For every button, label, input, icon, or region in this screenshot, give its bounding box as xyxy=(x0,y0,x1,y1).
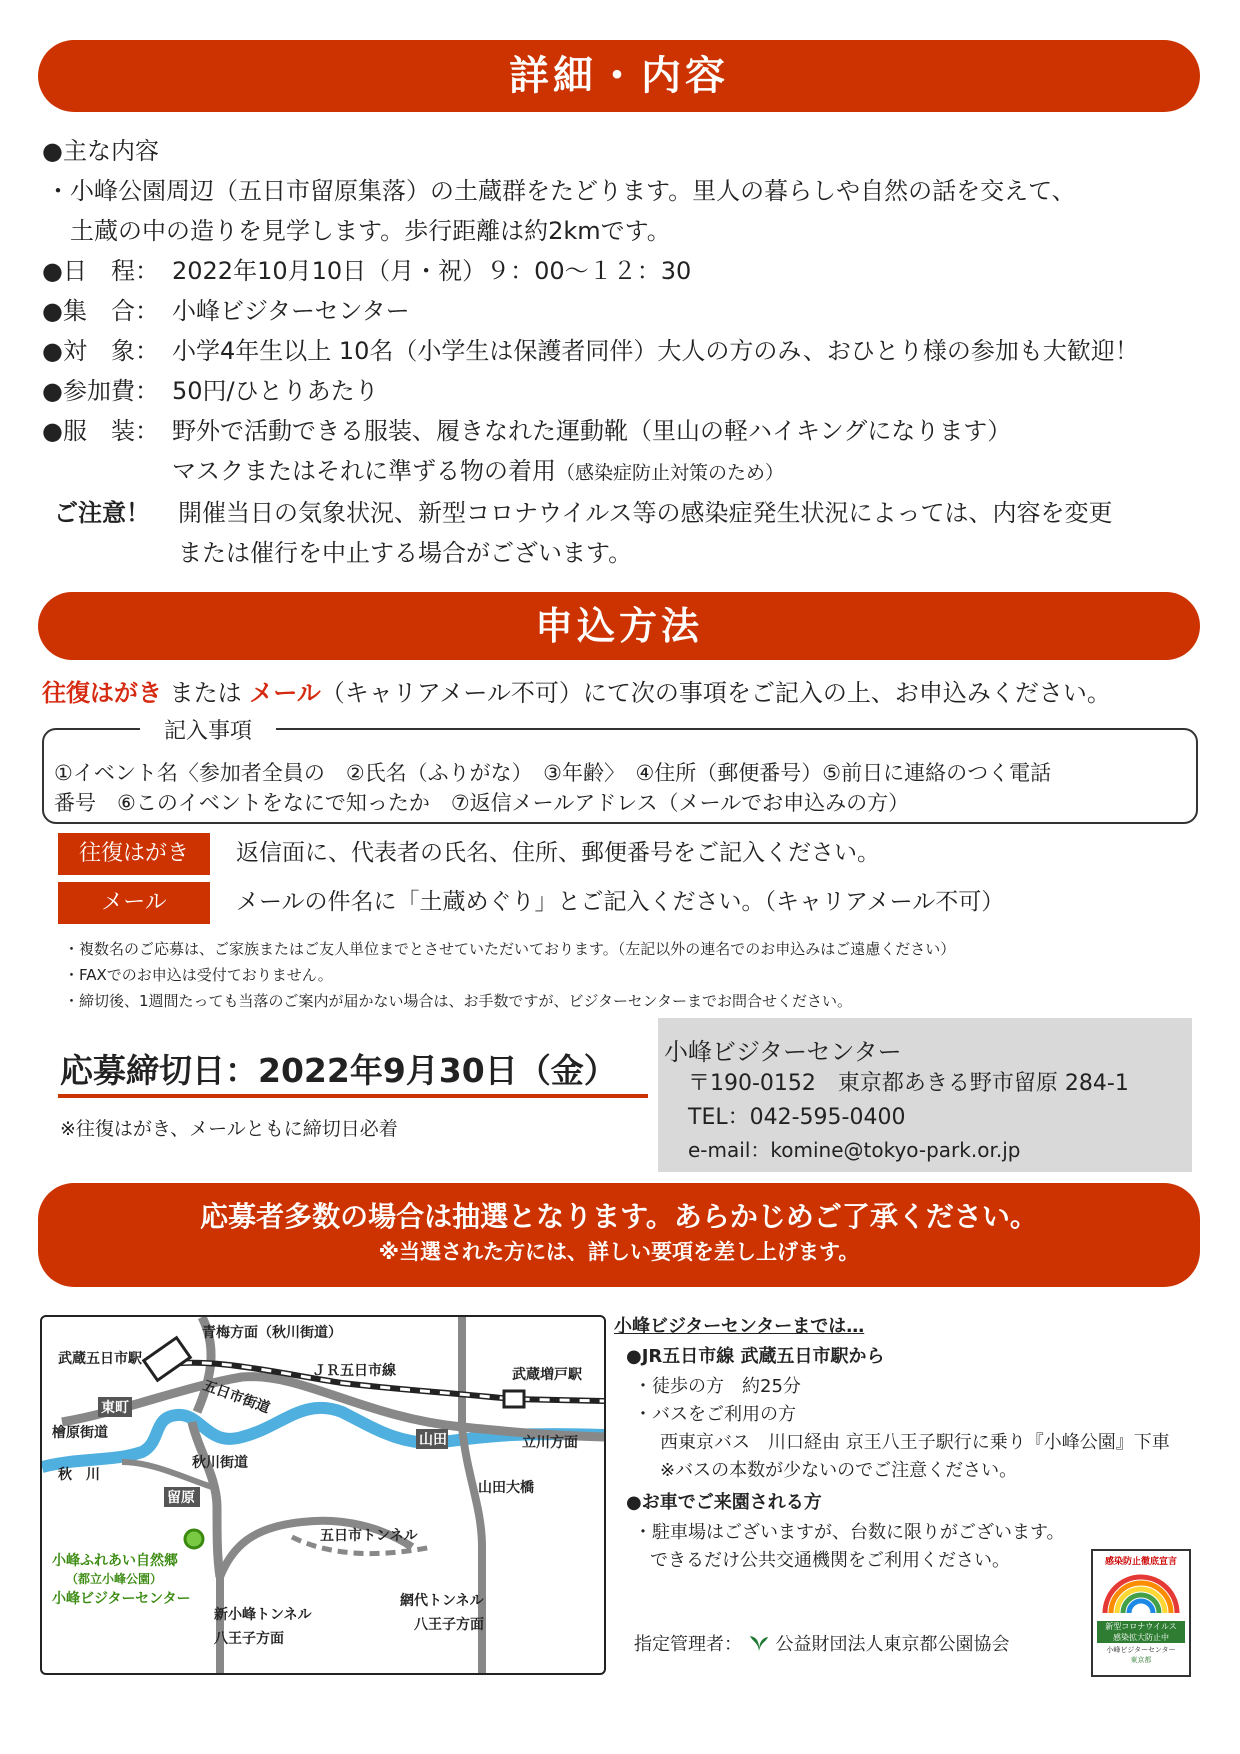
contact-box xyxy=(658,1018,1192,1172)
attire-label: ●服 装： xyxy=(42,417,159,445)
map-higashimachi: 東町 xyxy=(101,1400,129,1416)
lottery-banner xyxy=(38,1183,1200,1287)
fee-value: 50円/ひとりあたり xyxy=(172,377,379,405)
details-banner: 詳細・内容 xyxy=(38,40,1200,112)
note-2: ・FAXでのお申込は受付ておりません。 xyxy=(64,966,333,984)
mail-text: メールの件名に「土蔵めぐり」とご記入ください。（キャリアメール不可） xyxy=(236,889,1005,915)
apply-intro xyxy=(42,678,1111,708)
badge-line4: 東京都 xyxy=(1130,1656,1152,1664)
access-car-heading: ●お車でご来園される方 xyxy=(626,1492,822,1513)
schedule-row xyxy=(42,256,691,286)
attire-value2-small: （感染症防止対策のため） xyxy=(556,462,785,484)
entry-items-line1: ①イベント名〈参加者全員の ②氏名（ふりがな） ③年齢〉 ④住所（郵便番号）⑤前日に連絡のつく電話 xyxy=(54,761,1052,785)
contact-address: 〒190-0152 東京都あきる野市留原 284-1 xyxy=(688,1071,1129,1096)
manager-label: 指定管理者： xyxy=(634,1634,742,1655)
target-row xyxy=(42,336,1139,366)
map-tomehara: 留原 xyxy=(167,1490,195,1506)
mail-tag: メール xyxy=(58,882,210,924)
komine-marker xyxy=(185,1530,203,1548)
badge-title: 感染防止徹底宣言 xyxy=(1104,1557,1177,1567)
postcard-tag: 往復はがき xyxy=(58,833,210,875)
map-akigawa: 秋 川 xyxy=(58,1467,100,1483)
caution-line2: または催行を中止する場合がございます。 xyxy=(178,539,633,567)
map-yamada-ohashi: 山田大橋 xyxy=(478,1480,534,1496)
map-hinokihara: 檜原街道 xyxy=(52,1425,108,1441)
contact-email[interactable]: e-mail：komine@tokyo-park.or.jp xyxy=(688,1138,1021,1162)
deadline-underline xyxy=(58,1094,648,1098)
contact-name: 小峰ビジターセンター xyxy=(664,1038,902,1066)
map-jr-line: ＪＲ五日市線 xyxy=(312,1363,396,1379)
target-value: 小学4年生以上 10名（小学生は保護者同伴）大人の方のみ、おひとり様の参加も大歓迎！ xyxy=(172,337,1139,365)
main-content-line1: ・小峰公園周辺（五日市留原集落）の土蔵群をたどります。里人の暮らしや自然の話を交えて、 xyxy=(46,177,1076,205)
map-komine1: 小峰ふれあい自然郷 xyxy=(52,1553,178,1569)
map-graphic xyxy=(42,1317,604,1673)
apply-banner: 申込方法 xyxy=(38,592,1200,660)
access-bus-note: ※バスの本数が少ないのでご注意ください。 xyxy=(660,1460,1018,1481)
badge-lines xyxy=(1097,1621,1185,1643)
intro-or: または xyxy=(162,679,250,707)
map-shin-komine: 新小峰トンネル xyxy=(214,1607,312,1623)
schedule-value: 2022年10月10日（月・祝）９：00～１２：30 xyxy=(172,257,692,285)
access-title: 小峰ビジターセンターまでは… xyxy=(614,1316,865,1337)
attire-value2: マスクまたはそれに準ずる物の着用 xyxy=(172,457,556,485)
map-itsukaichi-tunnel: 五日市トンネル xyxy=(320,1528,418,1544)
lottery-line1: 応募者多数の場合は抽選となります。あらかじめご了承ください。 xyxy=(200,1200,1038,1233)
note-3: ・締切後、1週間たっても当落のご案内が届かない場合は、お手数ですが、ビジターセンターまでお問合せください。 xyxy=(64,992,853,1010)
entry-items-title: 記入事項 xyxy=(140,714,276,745)
station-itsukaichi xyxy=(144,1338,191,1381)
caution-label: ご注意！ xyxy=(54,499,150,527)
intro-mail: メール xyxy=(249,679,321,707)
caution-line1: 開催当日の気象状況、新型コロナウイルス等の感染症発生状況によっては、内容を変更 xyxy=(178,499,1113,527)
map-komine3: 小峰ビジターセンター xyxy=(52,1591,191,1607)
entry-items-line2: 番号 ⑥このイベントをなにで知ったか ⑦返信メールアドレス（メールでお申込みの方） xyxy=(54,791,910,815)
attire-row2 xyxy=(172,456,784,488)
manager xyxy=(634,1630,1009,1656)
entry-items-box xyxy=(42,719,1198,824)
map-akigawa-kaido: 秋川街道 xyxy=(192,1455,248,1471)
meeting-value: 小峰ビジターセンター xyxy=(172,297,410,325)
fee-row xyxy=(42,376,379,406)
access-parking1: ・駐車場はございますが、台数に限りがございます。 xyxy=(634,1522,1065,1543)
intro-postcard: 往復はがき xyxy=(42,679,162,707)
badge-line2: 感染拡大防止中 xyxy=(1113,1633,1169,1642)
badge-line1: 新型コロナウイルス xyxy=(1105,1622,1177,1631)
note-1: ・複数名のご応募は、ご家族またはご友人単位までとさせていただいております。（左記以外の連名でのお申込みはご遠慮ください） xyxy=(64,940,956,958)
access-bus: ・バスをご利用の方 xyxy=(634,1404,796,1425)
postcard-text: 返信面に、代表者の氏名、住所、郵便番号をご記入ください。 xyxy=(236,840,880,866)
covid-badge xyxy=(1091,1549,1191,1677)
access-walk: ・徒歩の方 約25分 xyxy=(634,1376,801,1397)
map-itsukaichi-kaido: 五日市街道 xyxy=(200,1377,272,1417)
attire-row xyxy=(42,416,1011,446)
schedule-label: ●日 程： xyxy=(42,257,159,285)
access-parking2: できるだけ公共交通機関をご利用ください。 xyxy=(650,1550,1010,1571)
main-content-heading: ●主な内容 xyxy=(42,137,159,165)
deadline: 応募締切日：2022年9月30日（金） xyxy=(60,1051,617,1090)
fee-label: ●参加費： xyxy=(42,377,159,405)
meeting-row xyxy=(42,296,410,326)
access-bus-detail: 西東京バス 川口経由 京王八王子駅行に乗り『小峰公園』下車 xyxy=(660,1432,1170,1453)
deadline-note: ※往復はがき、メールともに締切日必着 xyxy=(60,1118,398,1140)
entry-items-text xyxy=(54,758,1051,818)
map-tachikawa: 立川方面 xyxy=(522,1435,578,1451)
badge-line3: 小峰ビジターセンター xyxy=(1106,1646,1176,1654)
target-label: ●対 象： xyxy=(42,337,159,365)
map-amishiro: 網代トンネル xyxy=(400,1593,484,1609)
map-yamada: 山田 xyxy=(419,1432,447,1448)
access-map xyxy=(40,1315,606,1675)
rainbow-icon xyxy=(1093,1567,1189,1617)
map-komine2: （都立小峰公園） xyxy=(66,1572,163,1586)
intro-rest: （キャリアメール不可）にて次の事項をご記入の上、お申込みください。 xyxy=(320,679,1111,707)
access-train-heading: ●JR五日市線 武蔵五日市駅から xyxy=(626,1346,885,1367)
main-content-line2: 土蔵の中の造りを見学します。歩行距離は約2kmです。 xyxy=(70,217,671,245)
lottery-line2: ※当選された方には、詳しい要項を差し上げます。 xyxy=(378,1240,860,1264)
attire-value1: 野外で活動できる服装、履きなれた運動靴（里山の軽ハイキングになります） xyxy=(172,417,1012,445)
leaf-icon xyxy=(748,1633,770,1653)
contact-tel: TEL：042-595-0400 xyxy=(688,1105,906,1130)
map-hachioji1: 八王子方面 xyxy=(414,1617,484,1633)
station-masuko xyxy=(504,1391,524,1407)
map-musashi-itsukaichi: 武蔵五日市駅 xyxy=(58,1351,142,1367)
meeting-label: ●集 合： xyxy=(42,297,159,325)
map-masuko: 武蔵増戸駅 xyxy=(512,1367,582,1383)
manager-name: 公益財団法人東京都公園協会 xyxy=(775,1634,1010,1655)
map-hachioji2: 八王子方面 xyxy=(214,1631,284,1647)
map-ome: 青梅方面（秋川街道） xyxy=(202,1325,342,1341)
